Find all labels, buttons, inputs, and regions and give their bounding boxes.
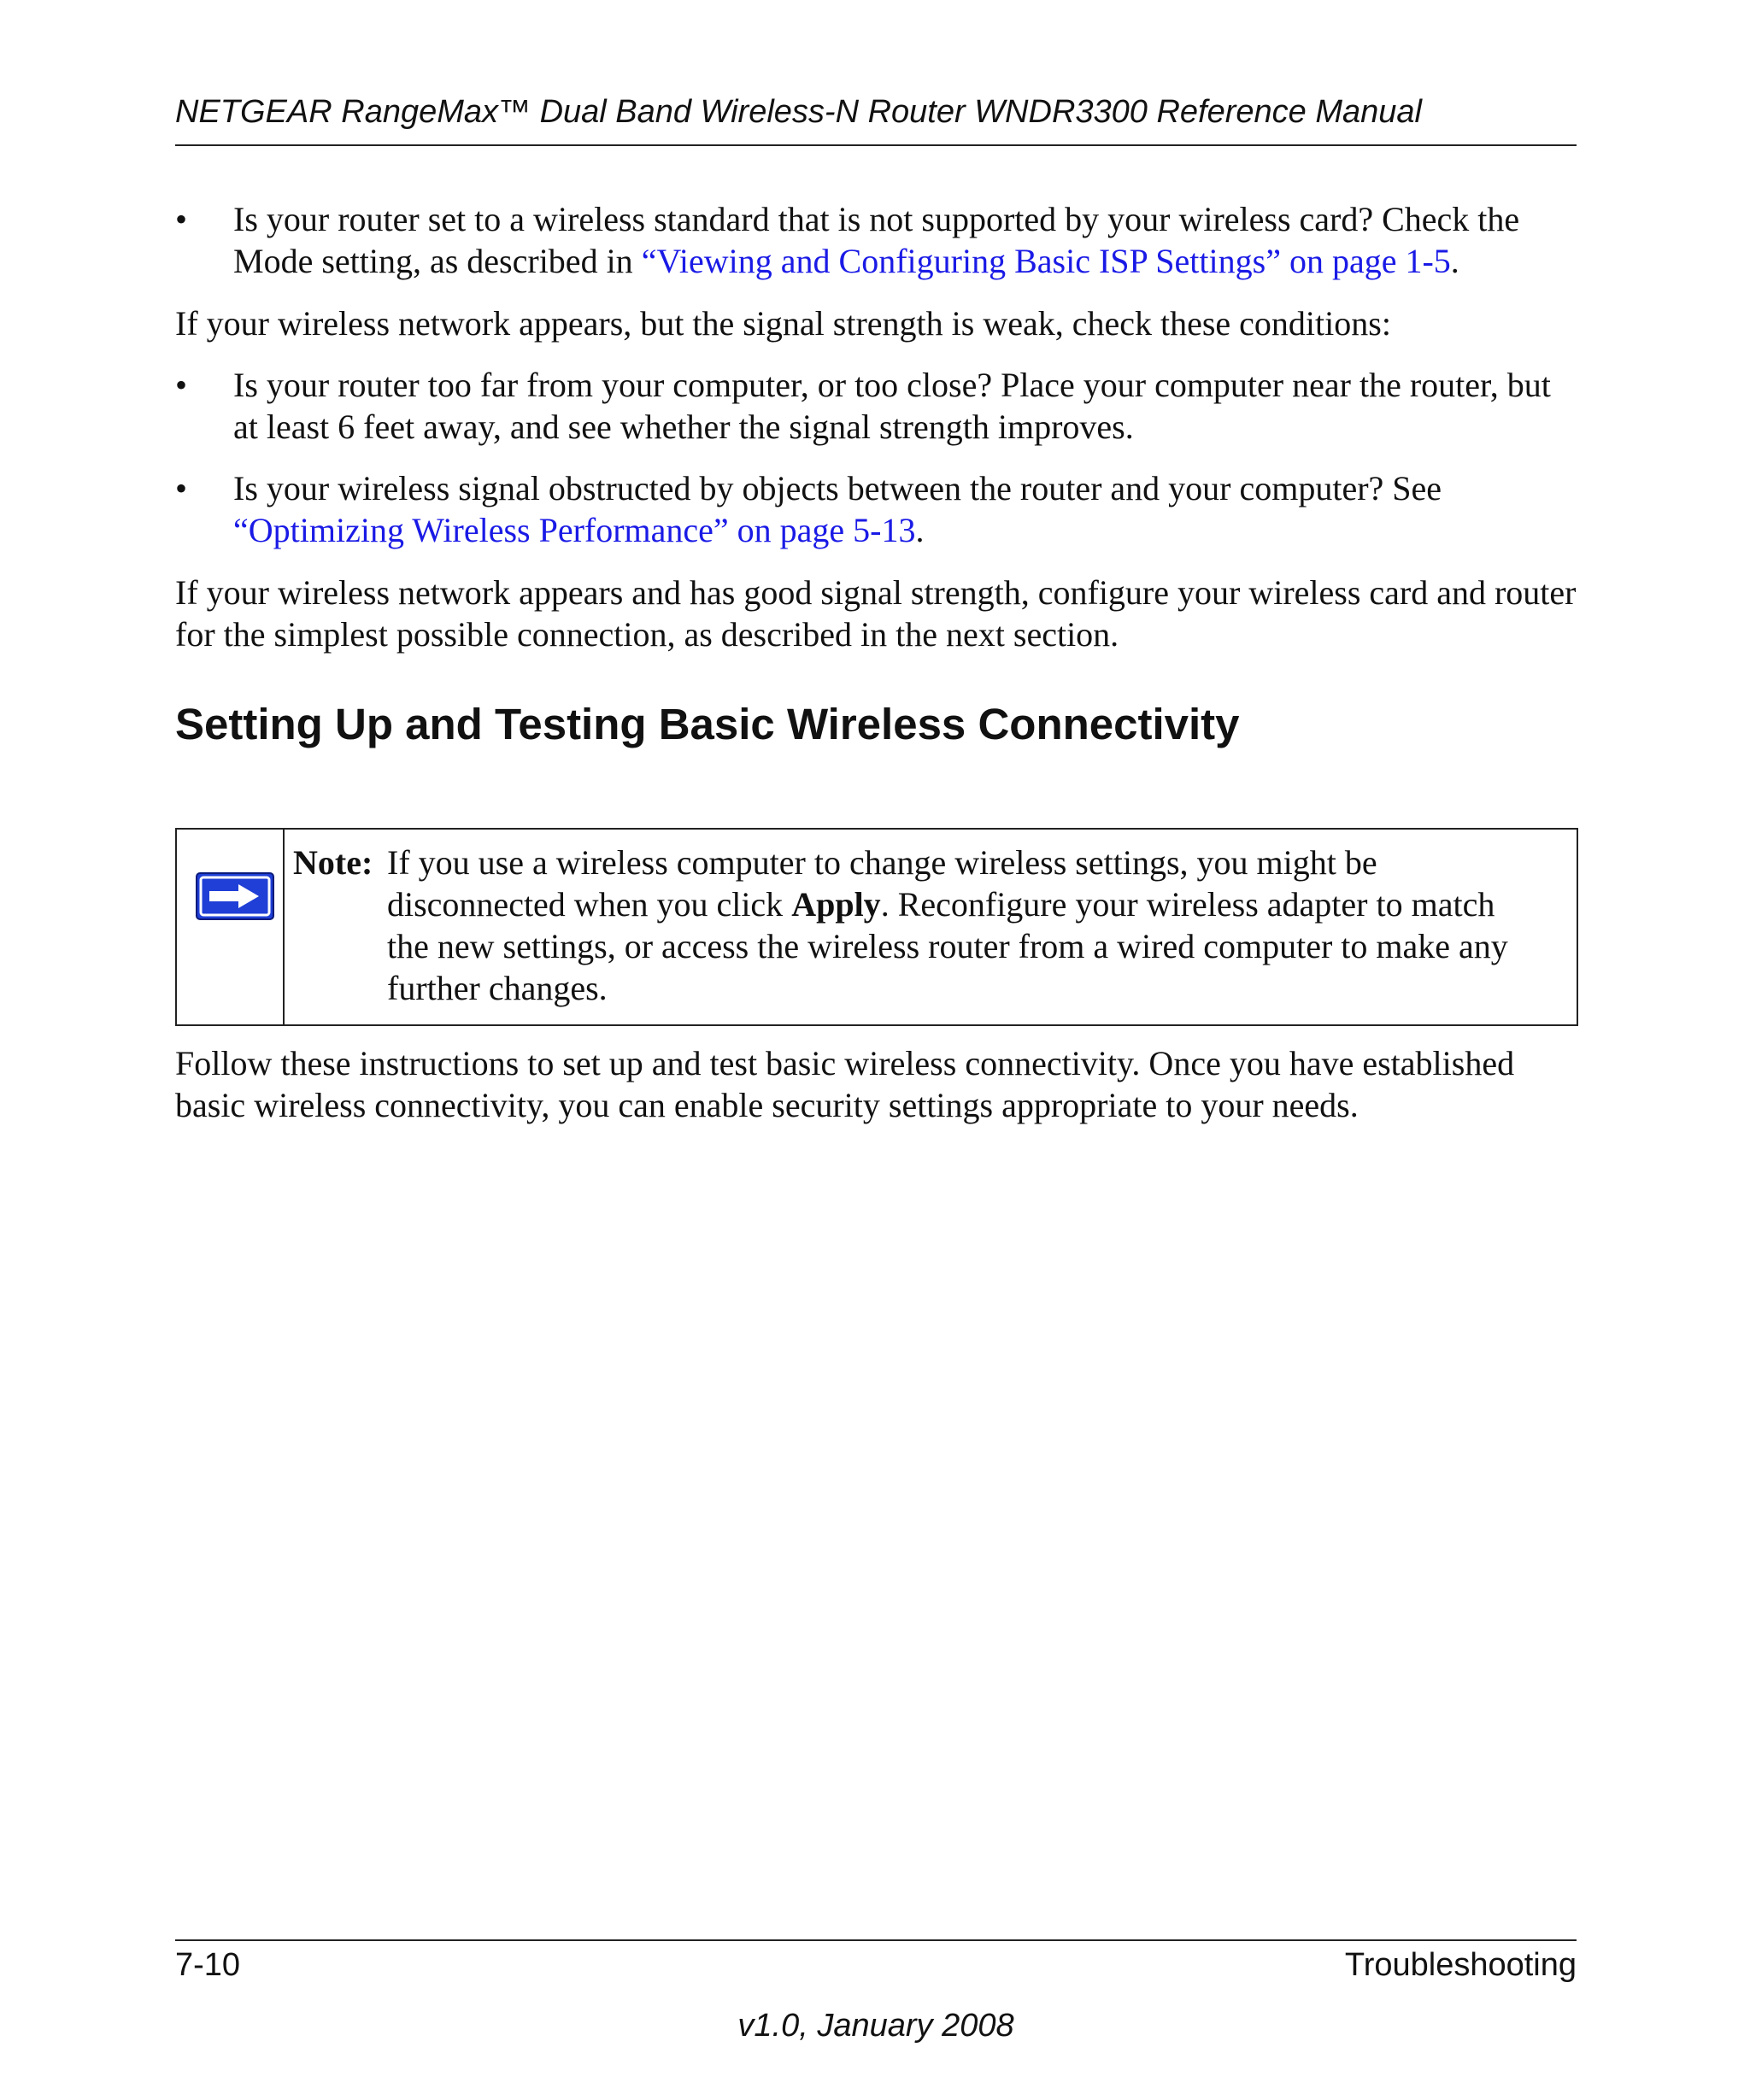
note-text: If you use a wireless computer to change wireless settings, you might be disconnected when you click Apply. Reconfigure your wireless adapter to match the new settings, or access the wireless router from a wired computer to make any further changes.: [387, 843, 1508, 1007]
apply-emphasis: Apply: [791, 885, 881, 924]
bullet-marker: •: [175, 366, 188, 404]
bullet-marker: •: [175, 200, 188, 238]
note-label: Note:: [293, 843, 373, 882]
document-page: [175, 0, 1577, 2100]
section-heading: Setting Up and Testing Basic Wireless Connectivity: [175, 700, 1240, 748]
page-number: 7-10: [175, 1947, 241, 1983]
cross-reference-link[interactable]: “Optimizing Wireless Performance” on page 5-13: [233, 511, 916, 549]
running-header: NETGEAR RangeMax™ Dual Band Wireless-N Router WNDR3300 Reference Manual: [175, 94, 1422, 130]
paragraph: If your wireless network appears, but the signal strength is weak, check these conditions:: [175, 304, 1391, 343]
note-box: [175, 828, 1578, 1026]
footer-rule: [175, 1939, 1577, 1941]
bullet-text: Is your router set to a wireless standard that is not supported by your wireless card? Check the Mode setting, as described in “Viewing and Configuring Basic ISP Settings” on page 1-5.: [233, 200, 1520, 280]
version-info: v1.0, January 2008: [737, 2008, 1014, 2044]
bullet-text: Is your router too far from your computer, or too close? Place your computer near the router, but at least 6 feet away, and see whether the signal strength improves.: [233, 366, 1551, 446]
bullet-marker: •: [175, 469, 188, 507]
paragraph: If your wireless network appears and has good signal strength, configure your wireless card and router for the simplest possible connection, as described in the next section.: [175, 573, 1577, 654]
paragraph: Follow these instructions to set up and test basic wireless connectivity. Once you have established basic wireless connectivity, you can enable security settings appropriate to your needs.: [175, 1044, 1515, 1124]
header-rule: [175, 144, 1577, 146]
cross-reference-link[interactable]: “Viewing and Configuring Basic ISP Settings” on page 1-5: [641, 242, 1451, 280]
bullet-text: Is your wireless signal obstructed by objects between the router and your computer? See “Optimizing Wireless Performance” on page 5-13.: [233, 469, 1442, 549]
chapter-name: Troubleshooting: [1344, 1947, 1577, 1983]
